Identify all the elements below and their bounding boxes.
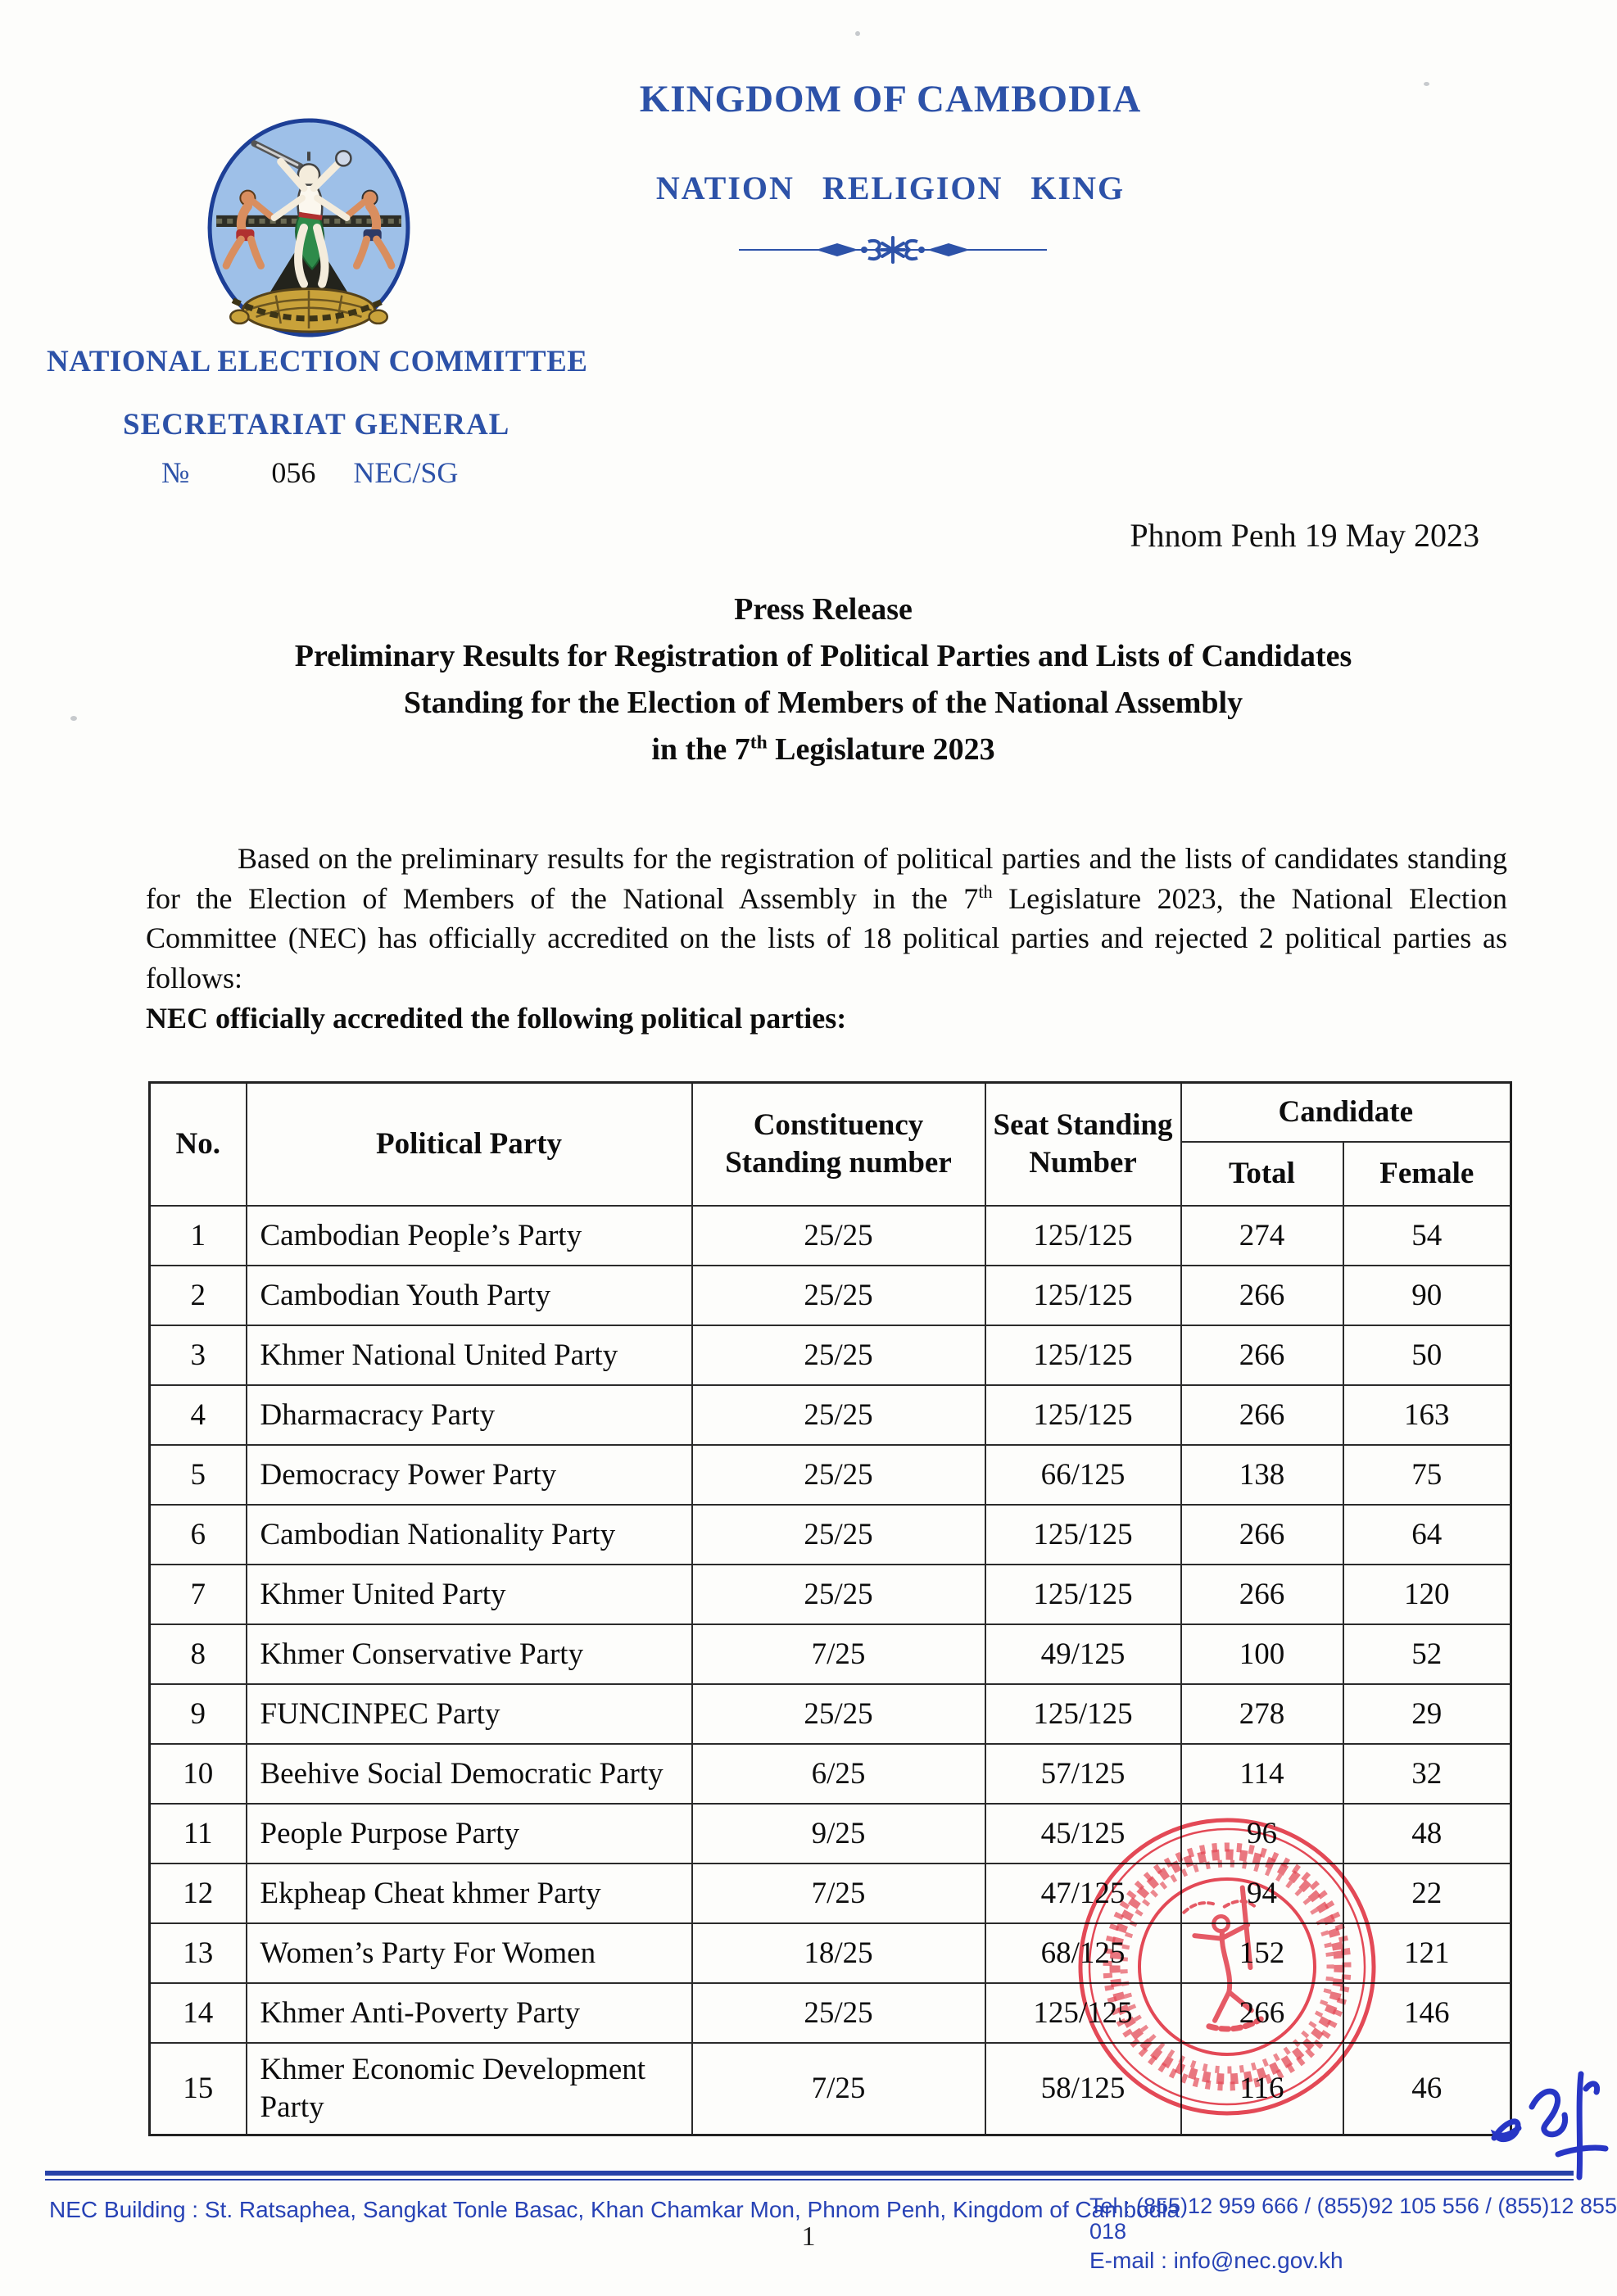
cell-female: 29 xyxy=(1343,1684,1511,1744)
cell-party: Women’s Party For Women xyxy=(247,1923,692,1983)
scan-speck xyxy=(1424,82,1429,86)
cell-seat: 125/125 xyxy=(985,1325,1181,1385)
cell-party: Khmer Economic Development Party xyxy=(247,2043,692,2135)
title-line-4-text: in the 7 xyxy=(651,732,750,767)
cell-seat: 45/125 xyxy=(985,1804,1181,1864)
cell-seat: 68/125 xyxy=(985,1923,1181,1983)
table-row xyxy=(150,1624,1511,1684)
col-header-party: Political Party xyxy=(247,1083,692,1206)
footer-divider-rule xyxy=(45,2171,1574,2181)
ornament-divider-graphic xyxy=(737,231,1049,269)
cell-constituency: 18/25 xyxy=(692,1923,985,1983)
table-row xyxy=(150,1565,1511,1624)
cell-constituency: 7/25 xyxy=(692,2043,985,2135)
cell-female: 32 xyxy=(1343,1744,1511,1804)
cell-party: Beehive Social Democratic Party xyxy=(247,1744,692,1804)
cell-seat: 49/125 xyxy=(985,1624,1181,1684)
cell-constituency: 25/25 xyxy=(692,1206,985,1266)
cell-party: FUNCINPEC Party xyxy=(247,1684,692,1744)
cell-no: 14 xyxy=(150,1983,247,2043)
cell-constituency: 25/25 xyxy=(692,1983,985,2043)
cell-female: 46 xyxy=(1343,2043,1511,2135)
nec-seal-graphic xyxy=(205,115,413,341)
footer-address: NEC Building : St. Ratsaphea, Sangkat Tonle Basac, Khan Chamkar Mon, Phnom Penh, Kingdom of Cambodia xyxy=(49,2197,1180,2222)
table-row xyxy=(150,1325,1511,1385)
cell-seat: 125/125 xyxy=(985,1505,1181,1565)
body-ordinal-superscript: th xyxy=(978,881,993,902)
cell-constituency: 7/25 xyxy=(692,1864,985,1923)
cell-no: 13 xyxy=(150,1923,247,1983)
cell-female: 146 xyxy=(1343,1983,1511,2043)
cell-total: 274 xyxy=(1181,1206,1343,1266)
cell-constituency: 25/25 xyxy=(692,1505,985,1565)
cell-party: Khmer Conservative Party xyxy=(247,1624,692,1684)
national-motto: NATION RELIGION KING xyxy=(655,170,1126,206)
cell-total: 94 xyxy=(1181,1864,1343,1923)
cell-female: 48 xyxy=(1343,1804,1511,1864)
cell-constituency: 25/25 xyxy=(692,1266,985,1325)
cell-no: 4 xyxy=(150,1385,247,1445)
cell-no: 12 xyxy=(150,1864,247,1923)
cell-female: 54 xyxy=(1343,1206,1511,1266)
cell-no: 15 xyxy=(150,2043,247,2135)
title-line-4-text-post: Legislature 2023 xyxy=(767,732,995,767)
cell-total: 100 xyxy=(1181,1624,1343,1684)
title-line-3: Standing for the Election of Members of the National Assembly xyxy=(403,686,1243,720)
cell-no: 8 xyxy=(150,1624,247,1684)
cell-female: 75 xyxy=(1343,1445,1511,1505)
cell-total: 266 xyxy=(1181,1505,1343,1565)
cell-constituency: 25/25 xyxy=(692,1565,985,1624)
cell-female: 163 xyxy=(1343,1385,1511,1445)
scan-speck xyxy=(855,31,860,36)
cell-total: 266 xyxy=(1181,1565,1343,1624)
cell-party: Khmer National United Party xyxy=(247,1325,692,1385)
cell-no: 1 xyxy=(150,1206,247,1266)
official-red-stamp-graphic xyxy=(1069,1809,1385,2125)
cell-no: 10 xyxy=(150,1744,247,1804)
cell-total: 114 xyxy=(1181,1744,1343,1804)
cell-seat: 125/125 xyxy=(985,1684,1181,1744)
org-subname: SECRETARIAT GENERAL xyxy=(123,408,510,442)
cell-total: 138 xyxy=(1181,1445,1343,1505)
cell-constituency: 9/25 xyxy=(692,1804,985,1864)
col-header-constituency: Constituency Standing number xyxy=(692,1083,985,1206)
cell-party: Khmer Anti-Poverty Party xyxy=(247,1983,692,2043)
title-line-2: Preliminary Results for Registration of Political Parties and Lists of Candidates xyxy=(294,639,1352,673)
cell-seat: 125/125 xyxy=(985,1206,1181,1266)
doc-number-value: 056 xyxy=(271,456,316,489)
col-header-no: No. xyxy=(150,1083,247,1206)
footer-email: E-mail : info@nec.gov.kh xyxy=(1089,2248,1343,2273)
cell-seat: 47/125 xyxy=(985,1864,1181,1923)
cell-constituency: 6/25 xyxy=(692,1744,985,1804)
cell-female: 52 xyxy=(1343,1624,1511,1684)
doc-number-suffix: NEC/SG xyxy=(353,456,459,489)
table-row xyxy=(150,1206,1511,1266)
cell-no: 3 xyxy=(150,1325,247,1385)
cell-female: 121 xyxy=(1343,1923,1511,1983)
body-paragraph-text: Based on the preliminary results for the registration of political parties and the lists of candidates standing for the Election of Members of the National Assembly in the 7 xyxy=(146,842,1507,915)
cell-total: 266 xyxy=(1181,1266,1343,1325)
cell-party: Democracy Power Party xyxy=(247,1445,692,1505)
cell-no: 7 xyxy=(150,1565,247,1624)
cell-female: 64 xyxy=(1343,1505,1511,1565)
col-header-female: Female xyxy=(1343,1142,1511,1206)
cell-no: 6 xyxy=(150,1505,247,1565)
cell-no: 9 xyxy=(150,1684,247,1744)
cell-party: People Purpose Party xyxy=(247,1804,692,1864)
footer-telephone: Tel : (855)12 959 666 / (855)92 105 556 / (855)12 855 018 xyxy=(1089,2194,1617,2244)
cell-no: 5 xyxy=(150,1445,247,1505)
cell-total: 266 xyxy=(1181,1325,1343,1385)
cell-total: 266 xyxy=(1181,1983,1343,2043)
cell-constituency: 25/25 xyxy=(692,1445,985,1505)
nec-coat-of-arms-logo xyxy=(205,115,413,341)
table-row xyxy=(150,1505,1511,1565)
cell-seat: 125/125 xyxy=(985,1983,1181,2043)
cell-seat: 125/125 xyxy=(985,1385,1181,1445)
title-line-1: Press Release xyxy=(734,592,913,627)
org-name: NATIONAL ELECTION COMMITTEE xyxy=(47,345,588,378)
cell-seat: 58/125 xyxy=(985,2043,1181,2135)
table-row xyxy=(150,1684,1511,1744)
cell-female: 50 xyxy=(1343,1325,1511,1385)
body-paragraph-text-post: Legislature 2023, the National Election Committee (NEC) has officially accredited on the lists of 18 political parties and rejected 2 political parties as follows: xyxy=(146,881,1508,994)
title-line-4 xyxy=(106,727,1540,773)
col-header-seat: Seat Standing Number xyxy=(985,1083,1181,1206)
dateline: Phnom Penh 19 May 2023 xyxy=(1130,517,1479,554)
press-release-title-block xyxy=(106,586,1540,773)
col-header-candidate: Candidate xyxy=(1181,1083,1511,1142)
cell-no: 11 xyxy=(150,1804,247,1864)
cell-total: 96 xyxy=(1181,1804,1343,1864)
cell-party: Ekpheap Cheat khmer Party xyxy=(247,1864,692,1923)
cell-total: 116 xyxy=(1181,2043,1343,2135)
cell-constituency: 25/25 xyxy=(692,1684,985,1744)
cell-total: 278 xyxy=(1181,1684,1343,1744)
cell-constituency: 25/25 xyxy=(692,1325,985,1385)
cell-constituency: 7/25 xyxy=(692,1624,985,1684)
col-header-total: Total xyxy=(1181,1142,1343,1206)
cell-no: 2 xyxy=(150,1266,247,1325)
cell-party: Cambodian Youth Party xyxy=(247,1266,692,1325)
accredited-heading: NEC officially accredited the following political parties: xyxy=(146,1002,847,1035)
kingdom-title: KINGDOM OF CAMBODIA xyxy=(639,78,1142,120)
official-red-stamp xyxy=(1069,1809,1385,2125)
cell-total: 266 xyxy=(1181,1385,1343,1445)
title-ordinal-superscript: th xyxy=(750,731,768,754)
page-number: 1 xyxy=(801,2221,816,2252)
scan-speck xyxy=(70,716,77,721)
cell-party: Cambodian Nationality Party xyxy=(247,1505,692,1565)
cell-seat: 57/125 xyxy=(985,1744,1181,1804)
cell-constituency: 25/25 xyxy=(692,1385,985,1445)
body-paragraph xyxy=(146,839,1507,998)
doc-number-label: № xyxy=(161,456,190,489)
table-row xyxy=(150,1385,1511,1445)
ornament-divider xyxy=(737,231,1049,269)
cell-seat: 125/125 xyxy=(985,1266,1181,1325)
cell-total: 152 xyxy=(1181,1923,1343,1983)
cell-seat: 125/125 xyxy=(985,1565,1181,1624)
table-row xyxy=(150,1445,1511,1505)
cell-female: 90 xyxy=(1343,1266,1511,1325)
table-header-row xyxy=(150,1083,1511,1142)
cell-party: Cambodian People’s Party xyxy=(247,1206,692,1266)
cell-party: Dharmacracy Party xyxy=(247,1385,692,1445)
document-number-line xyxy=(161,455,458,490)
cell-party: Khmer United Party xyxy=(247,1565,692,1624)
cell-female: 120 xyxy=(1343,1565,1511,1624)
table-row xyxy=(150,1744,1511,1804)
cell-female: 22 xyxy=(1343,1864,1511,1923)
table-row xyxy=(150,1266,1511,1325)
cell-seat: 66/125 xyxy=(985,1445,1181,1505)
